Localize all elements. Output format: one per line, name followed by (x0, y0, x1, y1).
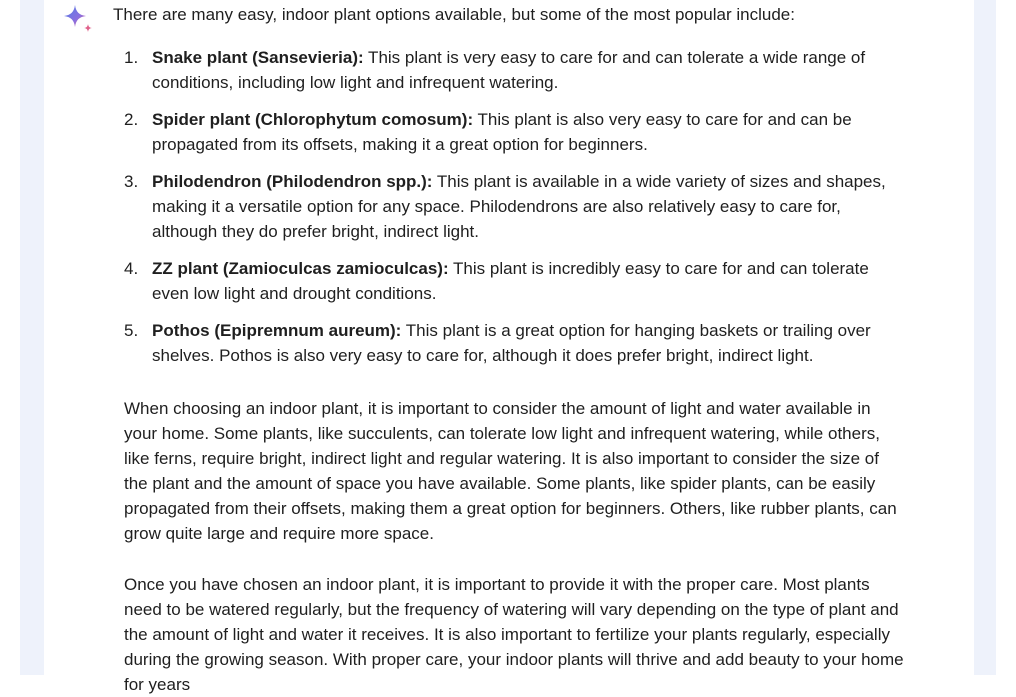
plant-list (124, 45, 904, 380)
list-number: 4. (124, 259, 139, 278)
response-intro: There are many easy, indoor plant options available, but some of the most popular include: (113, 5, 795, 24)
plant-description: This plant is a great option for hanging baskets or trailing over shelves. Pothos is also very easy to care for, although it does prefer bright, indirect light. (152, 321, 871, 365)
list-number: 3. (124, 172, 139, 191)
plant-name: ZZ plant (Zamioculcas zamioculcas): (152, 259, 449, 278)
list-item (124, 318, 904, 368)
plant-description: This plant is also very easy to care for and can be propagated from its offsets, making it a great option for beginners. (152, 110, 852, 154)
list-item (124, 169, 904, 244)
plant-name: Pothos (Epipremnum aureum): (152, 321, 402, 340)
plant-description: This plant is available in a wide variety of sizes and shapes, making it a versatile option for any space. Philodendrons are also relatively easy to care for, although they do prefer bright, indirect light. (152, 172, 886, 241)
list-item (124, 107, 904, 157)
sparkle-icon (62, 4, 94, 34)
page-margin-left (0, 0, 20, 675)
list-number: 2. (124, 110, 139, 129)
plant-name: Spider plant (Chlorophytum comosum): (152, 110, 474, 129)
list-number: 1. (124, 48, 139, 67)
response-paragraph-choosing: When choosing an indoor plant, it is important to consider the amount of light and water available in your home. Some plants, like succulents, can tolerate low light and infrequent watering, while others, like ferns, require bright, indirect light and regular watering. It is also important to consider the size of the plant and the amount of space you have available. Some plants, like spider plants, can be easily propagated from their offsets, making them a great option for beginners. Others, like rubber plants, can grow quite large and require more space. (124, 399, 897, 543)
list-item (124, 256, 904, 306)
left-gutter (20, 0, 44, 675)
plant-description: This plant is incredibly easy to care for and can tolerate even low light and drought conditions. (152, 259, 869, 303)
plant-name: Philodendron (Philodendron spp.): (152, 172, 433, 191)
list-item (124, 45, 904, 95)
list-number: 5. (124, 321, 139, 340)
plant-description: This plant is very easy to care for and can tolerate a wide range of conditions, including low light and infrequent watering. (152, 48, 866, 92)
right-gutter (974, 0, 996, 675)
plant-name: Snake plant (Sansevieria): (152, 48, 364, 67)
response-paragraph-care: Once you have chosen an indoor plant, it is important to provide it with the proper care. Most plants need to be watered regularly, but the frequency of watering will vary depending on the type of plant and the amount of light and water it receives. It is also important to fertilize your plants regularly, especially during the growing season. With proper care, your indoor plants will thrive and add beauty to your home for years (124, 575, 904, 694)
